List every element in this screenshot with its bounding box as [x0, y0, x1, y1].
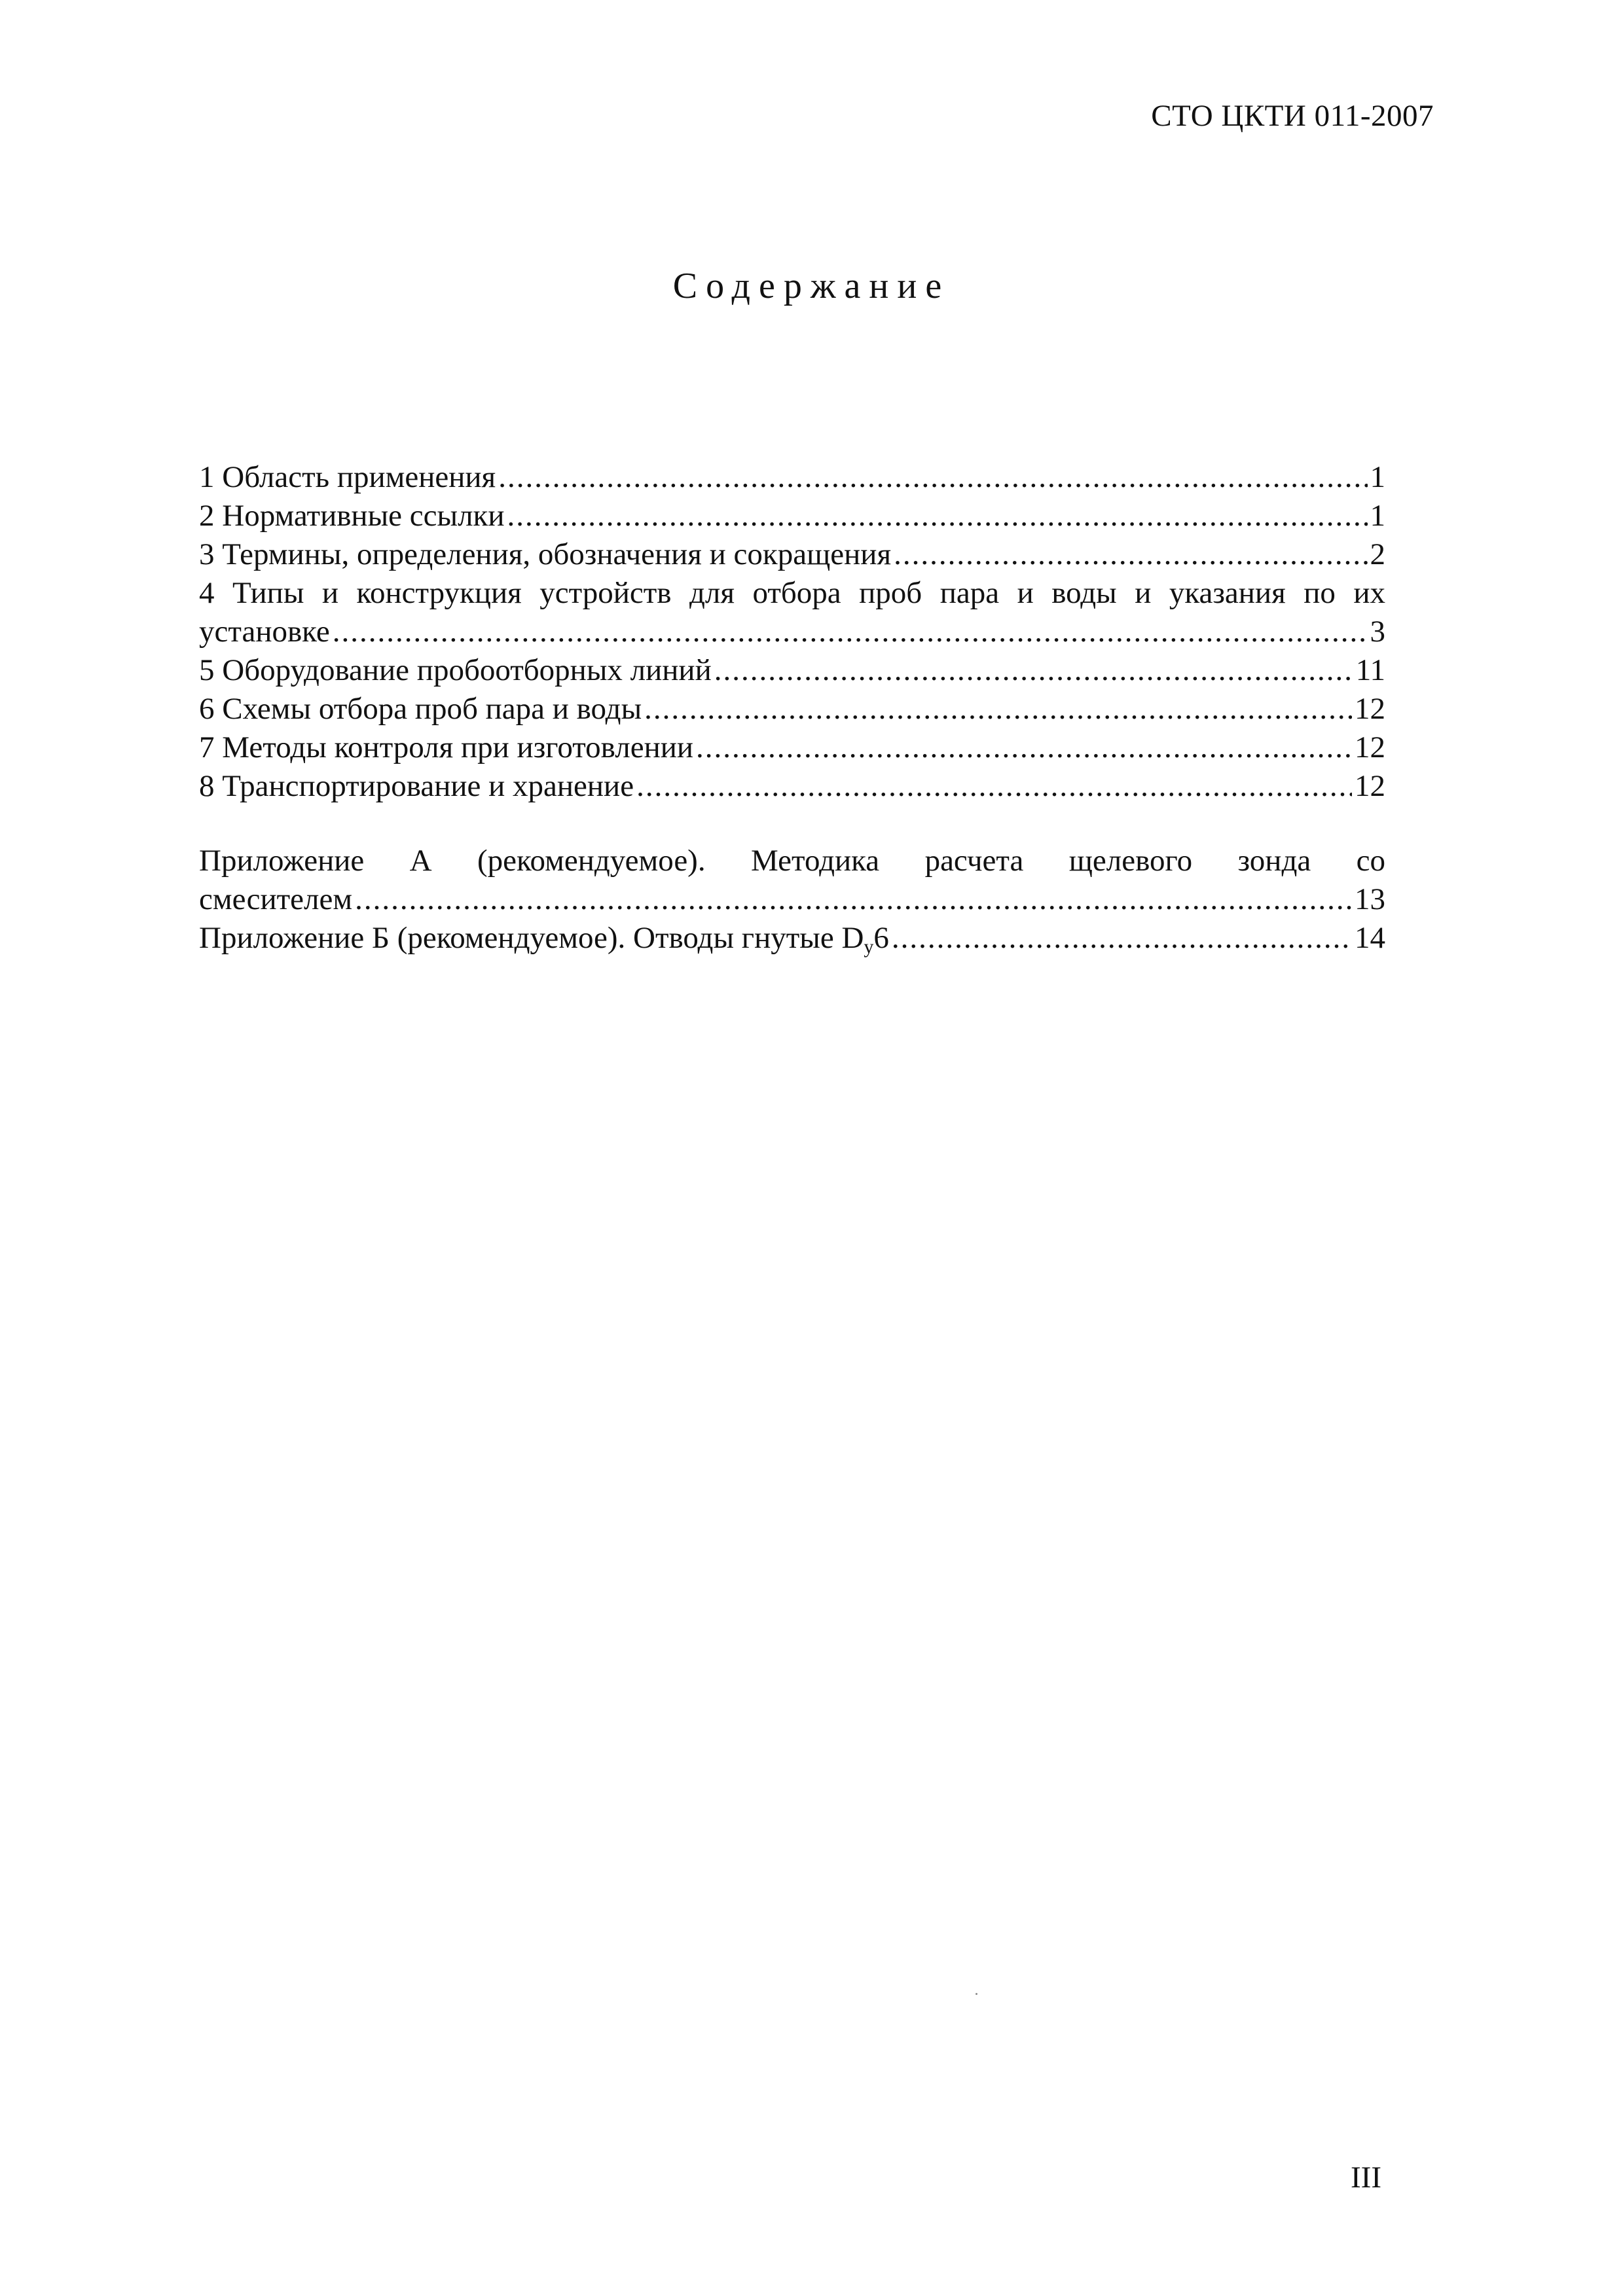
appendix-entry-multiline[interactable]	[199, 842, 1385, 919]
toc-entry[interactable]	[199, 767, 1385, 806]
appendix-label	[199, 919, 892, 958]
toc-entry[interactable]	[199, 690, 1385, 728]
toc-entry-page: 2	[1370, 537, 1385, 571]
toc-dot-leader	[498, 458, 1367, 497]
page-title: Содержание	[672, 266, 951, 306]
toc-dot-leader	[696, 728, 1352, 767]
toc-entry-label: 7 Методы контроля при изготовлении	[199, 730, 694, 764]
toc-dot-leader	[644, 690, 1352, 728]
toc-dot-leader	[507, 497, 1368, 535]
toc-dot-leader	[333, 613, 1368, 651]
toc-entry-label: 6 Схемы отбора проб пара и воды	[199, 692, 642, 726]
toc-entry-label: 2 Нормативные ссылки	[199, 499, 505, 533]
toc-entry-page: 12	[1355, 730, 1385, 764]
toc-entry	[199, 613, 1385, 651]
toc-entry-label-line1: 4 Типы и конструкция устройств для отбора проб пара и воды и указания по их	[199, 576, 1385, 610]
toc-entry-page: 3	[1370, 615, 1385, 649]
appendix-label-line1: Приложение А (рекомендуемое). Методика расчета щелевого зонда со	[199, 844, 1385, 878]
toc-entry-page: 12	[1355, 692, 1385, 726]
toc-entry-label: 3 Термины, определения, обозначения и сокращения	[199, 537, 892, 571]
toc-entry-page: 1	[1370, 460, 1385, 494]
toc-entry-label-line2: установке	[199, 615, 330, 649]
toc-dot-leader	[714, 651, 1353, 690]
toc-entry-page: 11	[1355, 653, 1385, 687]
scan-speck	[976, 1993, 977, 1995]
toc-entry[interactable]	[199, 497, 1385, 535]
toc-entry	[199, 880, 1385, 919]
toc-dot-leader	[636, 767, 1352, 806]
appendix-page: 14	[1355, 921, 1385, 955]
appendix-page: 13	[1355, 882, 1385, 916]
toc-entry[interactable]	[199, 458, 1385, 497]
toc-entry-label: 5 Оборудование пробоотборных линий	[199, 653, 712, 687]
toc-dot-leader	[355, 880, 1352, 919]
toc-section-gap	[199, 806, 1385, 842]
toc-dot-leader	[894, 535, 1367, 574]
toc-entry-multiline[interactable]	[199, 574, 1385, 651]
appendix-label-tail: 6	[873, 921, 889, 955]
document-code: СТО ЦКТИ 011-2007	[1151, 99, 1434, 133]
appendix-label-subscript: у	[864, 936, 874, 958]
toc-dot-leader	[892, 919, 1352, 958]
appendix-label-line2: смесителем	[199, 882, 353, 916]
toc-entry[interactable]	[199, 651, 1385, 690]
appendix-label-main: Приложение Б (рекомендуемое). Отводы гнутые D	[199, 921, 864, 955]
toc-entry-label: 1 Область применения	[199, 460, 496, 494]
appendix-entry[interactable]	[199, 919, 1385, 958]
toc-entry-label: 8 Транспортирование и хранение	[199, 769, 634, 803]
page-number: III	[1351, 2161, 1381, 2195]
table-of-contents	[199, 458, 1385, 958]
toc-entry[interactable]	[199, 728, 1385, 767]
toc-entry-page: 12	[1355, 769, 1385, 803]
toc-entry-page: 1	[1370, 499, 1385, 533]
toc-entry[interactable]	[199, 535, 1385, 574]
